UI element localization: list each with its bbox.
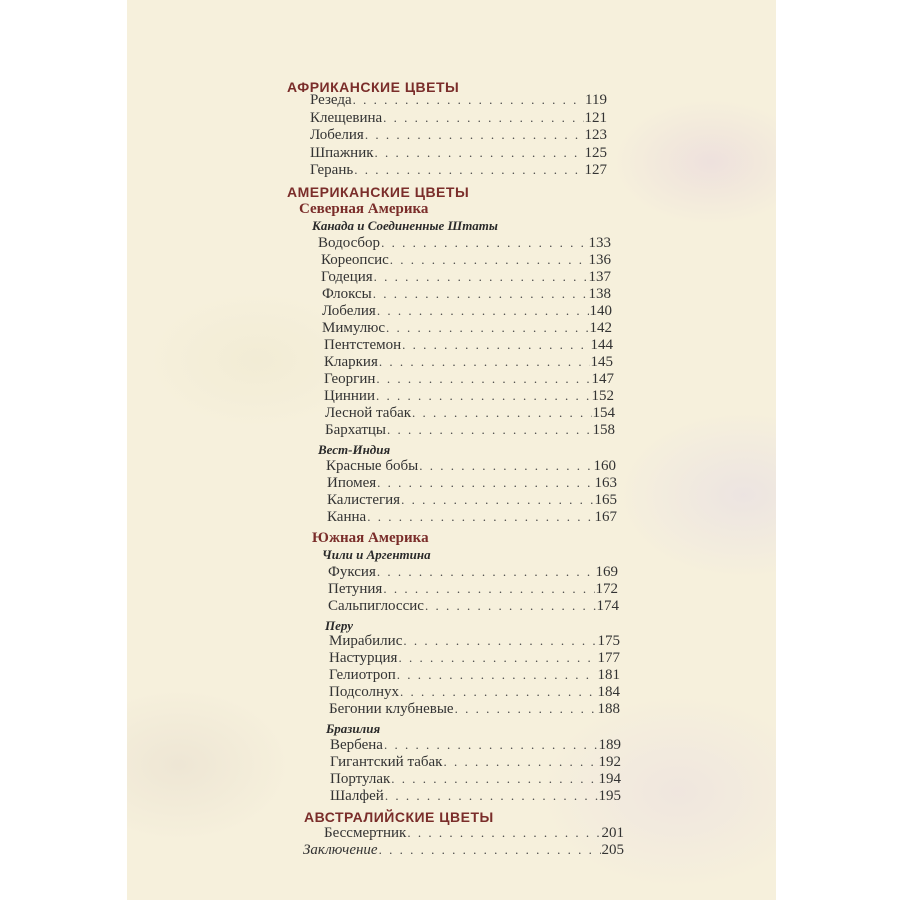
entry-page: 147 <box>591 371 614 387</box>
section-heading-australian: АВСТРАЛИЙСКИЕ ЦВЕТЫ <box>304 809 494 825</box>
leader-dots <box>455 700 597 718</box>
book-page <box>127 0 776 900</box>
entry-label: Резеда <box>310 92 352 108</box>
entry-page: 172 <box>595 581 618 597</box>
entry-page: 188 <box>597 701 620 717</box>
leader-dots <box>377 563 595 581</box>
entry-page: 174 <box>596 598 619 614</box>
entry-label: Лобелия <box>322 303 376 319</box>
toc-entry[interactable] <box>327 474 617 492</box>
leader-dots <box>381 234 587 252</box>
entry-page: 138 <box>588 286 611 302</box>
toc-entry[interactable] <box>329 700 620 718</box>
leader-dots <box>419 457 592 475</box>
entry-page: 133 <box>588 235 611 251</box>
toc-entry[interactable] <box>327 491 617 509</box>
entry-page: 127 <box>584 162 607 178</box>
region-heading-canada-us: Канада и Соединенные Штаты <box>312 218 498 233</box>
section-heading-african: АФРИКАНСКИЕ ЦВЕТЫ <box>287 79 460 95</box>
entry-label: Ипомея <box>327 475 377 491</box>
toc-entry[interactable] <box>321 268 611 286</box>
entry-page: 154 <box>592 405 615 421</box>
entry-label: Подсолнух <box>329 684 400 700</box>
toc-entry[interactable] <box>325 404 615 422</box>
entry-label: Красные бобы <box>326 458 419 474</box>
entry-label: Калистегия <box>327 492 401 508</box>
toc-entry[interactable] <box>310 91 607 109</box>
toc-entry[interactable] <box>322 319 612 337</box>
toc-entry[interactable] <box>328 597 619 615</box>
entry-page: 163 <box>594 475 617 491</box>
toc-entry[interactable] <box>330 753 621 771</box>
entry-label: Водосбор <box>318 235 381 251</box>
toc-entry[interactable] <box>326 457 616 475</box>
toc-entry[interactable] <box>330 736 621 754</box>
toc-entry[interactable] <box>329 649 620 667</box>
leader-dots <box>375 144 584 162</box>
toc-entry[interactable] <box>324 353 613 371</box>
toc-entry-conclusion[interactable] <box>303 841 624 859</box>
section-heading-american: АМЕРИКАНСКИЕ ЦВЕТЫ <box>287 184 470 200</box>
table-of-contents <box>127 0 776 900</box>
entry-label: Настурция <box>329 650 398 666</box>
leader-dots <box>385 787 598 805</box>
entry-label: Бессмертник <box>324 825 407 841</box>
leader-dots <box>401 491 593 509</box>
entry-label: Бархатцы <box>325 422 387 438</box>
entry-page: 125 <box>584 145 607 161</box>
entry-label: Пентстемон <box>324 337 402 353</box>
entry-label: Гелиотроп <box>329 667 396 683</box>
toc-entry[interactable] <box>322 285 611 303</box>
leader-dots <box>373 285 588 303</box>
leader-dots <box>377 474 593 492</box>
entry-page: 137 <box>588 269 611 285</box>
entry-page: 192 <box>598 754 621 770</box>
region-heading-chile-argentina: Чили и Аргентина <box>322 547 431 562</box>
entry-label: Мимулюс <box>322 320 386 336</box>
entry-label: Петуния <box>328 581 383 597</box>
leader-dots <box>402 336 589 354</box>
subsection-heading-north-america: Северная Америка <box>299 201 429 217</box>
leader-dots <box>391 770 597 788</box>
entry-label: Канна <box>327 509 367 525</box>
entry-page: 195 <box>598 788 621 804</box>
leader-dots <box>390 251 588 269</box>
entry-label: Шпажник <box>310 145 374 161</box>
entry-page: 119 <box>585 92 607 108</box>
leader-dots <box>354 161 583 179</box>
toc-entry[interactable] <box>310 144 607 162</box>
toc-entry[interactable] <box>330 787 621 805</box>
region-heading-west-indies: Вест-Индия <box>318 442 391 457</box>
toc-entry[interactable] <box>325 421 615 439</box>
leader-dots <box>367 508 593 526</box>
entry-label: Сальпиглоссис <box>328 598 424 614</box>
entry-page: 165 <box>594 492 617 508</box>
entry-page: 158 <box>592 422 615 438</box>
toc-entry[interactable] <box>310 109 607 127</box>
entry-label: Георгин <box>324 371 376 387</box>
toc-entry[interactable] <box>329 683 620 701</box>
leader-dots <box>407 824 600 842</box>
entry-label: Мирабилис <box>329 633 403 649</box>
entry-page: 121 <box>584 110 607 126</box>
leader-dots <box>398 649 596 667</box>
entry-label: Герань <box>310 162 354 178</box>
leader-dots <box>376 370 590 388</box>
entry-page: 189 <box>598 737 621 753</box>
toc-entry[interactable] <box>310 126 607 144</box>
entry-page: 167 <box>594 509 617 525</box>
leader-dots <box>377 302 589 320</box>
toc-entry[interactable] <box>310 161 607 179</box>
leader-dots <box>386 319 588 337</box>
entry-label: Кореопсис <box>321 252 389 268</box>
entry-label: Бегонии клубневые <box>329 701 454 717</box>
region-heading-brazil: Бразилия <box>326 721 381 736</box>
entry-page: 144 <box>590 337 613 353</box>
entry-label: Заключение <box>303 842 378 858</box>
entry-label: Флоксы <box>322 286 372 302</box>
leader-dots <box>425 597 596 615</box>
region-heading-peru: Перу <box>325 618 353 633</box>
entry-label: Кларкия <box>324 354 378 370</box>
leader-dots <box>379 353 590 371</box>
toc-entry[interactable] <box>324 824 624 842</box>
entry-page: 205 <box>601 842 624 858</box>
toc-entry[interactable] <box>330 770 621 788</box>
entry-label: Лобелия <box>310 127 364 143</box>
subsection-heading-south-america: Южная Америка <box>312 530 429 546</box>
toc-entry[interactable] <box>321 251 611 269</box>
entry-page: 184 <box>597 684 620 700</box>
toc-entry[interactable] <box>327 508 617 526</box>
entry-page: 152 <box>591 388 614 404</box>
entry-label: Циннии <box>324 388 375 404</box>
leader-dots <box>374 268 588 286</box>
leader-dots <box>443 753 597 771</box>
entry-page: 201 <box>601 825 624 841</box>
toc-entry[interactable] <box>328 563 618 581</box>
toc-entry[interactable] <box>322 302 612 320</box>
entry-page: 169 <box>595 564 618 580</box>
entry-label: Фуксия <box>328 564 376 580</box>
entry-label: Шалфей <box>330 788 384 804</box>
entry-page: 177 <box>597 650 620 666</box>
entry-page: 145 <box>590 354 613 370</box>
entry-label: Лесной табак <box>325 405 412 421</box>
entry-page: 160 <box>593 458 616 474</box>
leader-dots <box>387 421 591 439</box>
toc-entry[interactable] <box>328 580 618 598</box>
leader-dots <box>376 387 591 405</box>
toc-entry[interactable] <box>324 370 614 388</box>
toc-entry[interactable] <box>324 336 613 354</box>
entry-page: 181 <box>597 667 620 683</box>
leader-dots <box>383 580 594 598</box>
leader-dots <box>384 736 598 754</box>
leader-dots <box>400 683 596 701</box>
entry-page: 140 <box>589 303 612 319</box>
toc-entry[interactable] <box>318 234 611 252</box>
entry-label: Портулак <box>330 771 391 787</box>
entry-page: 136 <box>588 252 611 268</box>
leader-dots <box>353 91 584 109</box>
entry-page: 123 <box>584 127 607 143</box>
leader-dots <box>383 109 583 127</box>
leader-dots <box>379 841 601 859</box>
toc-entry[interactable] <box>329 632 620 650</box>
leader-dots <box>397 666 597 684</box>
leader-dots <box>403 632 596 650</box>
entry-page: 175 <box>597 633 620 649</box>
toc-entry[interactable] <box>324 387 614 405</box>
entry-label: Клещевина <box>310 110 383 126</box>
entry-label: Годеция <box>321 269 373 285</box>
entry-page: 142 <box>589 320 612 336</box>
entry-label: Вербена <box>330 737 383 753</box>
leader-dots <box>412 404 591 422</box>
entry-label: Гигантский табак <box>330 754 443 770</box>
entry-page: 194 <box>598 771 621 787</box>
leader-dots <box>365 126 584 144</box>
toc-entry[interactable] <box>329 666 620 684</box>
